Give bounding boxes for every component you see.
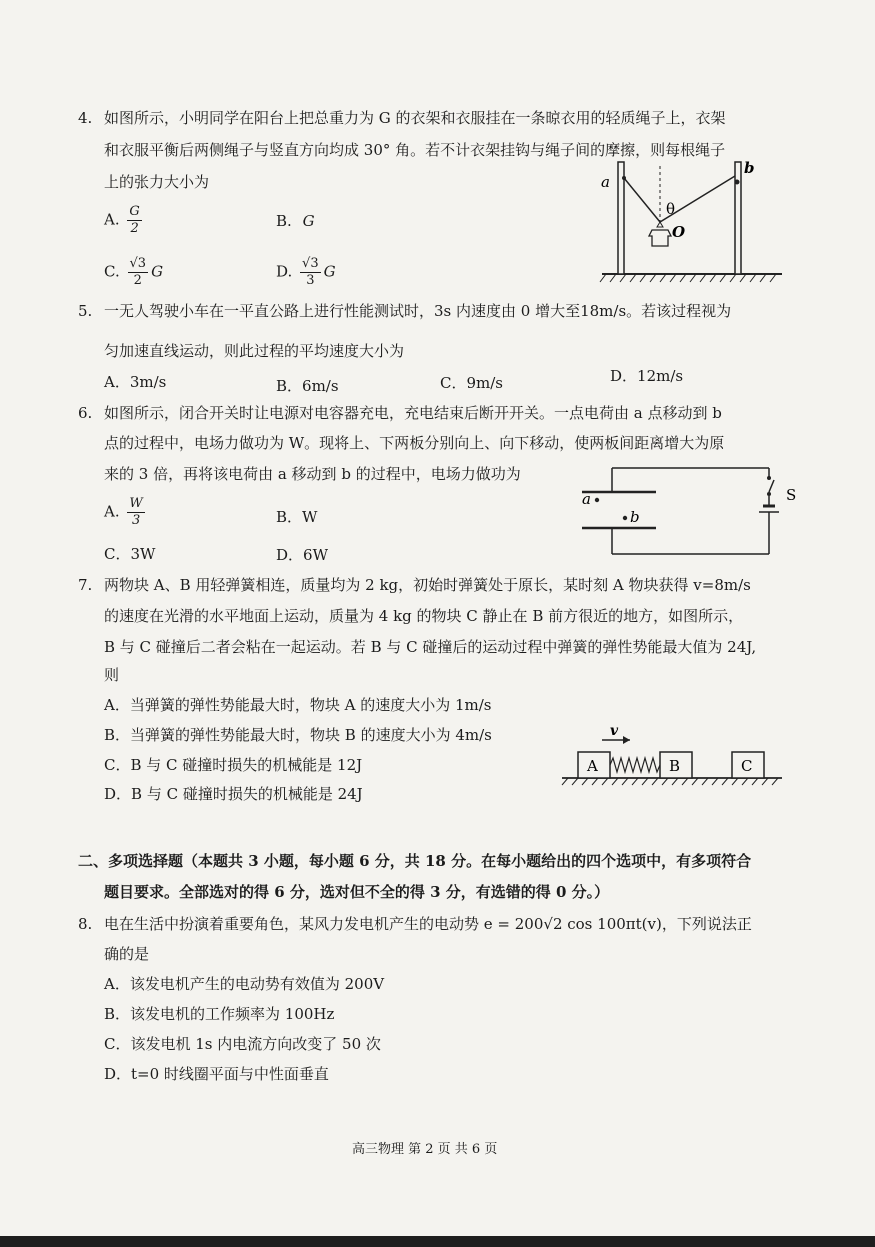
label-b: b — [744, 159, 755, 177]
q6-option-b: B．W — [276, 508, 318, 526]
q4-c-numerator: √3 — [129, 256, 147, 271]
q6-stem-line1: 如图所示，闭合开关时让电源对电容器充电，充电结束后断开开关。一点电荷由 a 点移动到 b — [104, 404, 722, 422]
point-a-label: a — [582, 490, 591, 508]
q8-option-d: D．t=0 时线圈平面与中性面垂直 — [104, 1065, 329, 1083]
right-pole — [735, 162, 741, 274]
q5-option-b: B．6m/s — [276, 377, 339, 395]
scan-edge — [0, 1236, 875, 1247]
q4-stem-line1: 如图所示，小明同学在阳台上把总重力为 G 的衣架和衣服挂在一条晾衣用的轻质绳子上，衣架 — [104, 109, 726, 127]
q4-c-denominator: 2 — [133, 273, 142, 288]
q6-a-denominator: 3 — [131, 513, 141, 528]
q6-option-a: A. $\frac{W}{3}$ — [104, 496, 143, 528]
section2-heading-line1: 二、多项选择题（本题共 3 小题，每小题 6 分，共 18 分。在每小题给出的四个选项中，有多项符合 — [78, 852, 752, 870]
q6-a-numerator: W — [129, 496, 143, 511]
q8-option-b: B．该发电机的工作频率为 100Hz — [104, 1005, 335, 1023]
clothes-icon — [649, 230, 671, 246]
block-b-label: B — [669, 757, 681, 775]
section2-heading-line2: 题目要求。全部选对的得 6 分，选对但不全的得 3 分，有选错的得 0 分。） — [104, 883, 610, 901]
q4-d-denominator: 3 — [306, 273, 315, 288]
q5-option-d: D．12m/s — [610, 367, 684, 385]
q4-option-b: B. G — [276, 212, 315, 230]
q4-a-numerator: G — [129, 204, 140, 219]
q4-d-numerator: √3 — [302, 256, 319, 271]
q8-stem-line2: 确的是 — [104, 945, 150, 963]
q7-stem-line3: B 与 C 碰撞后二者会粘在一起运动。若 B 与 C 碰撞后的运动过程中弹簧的弹性势能最大值为 24J, — [104, 638, 757, 656]
q7-option-d: D．B 与 C 碰撞时损失的机械能是 24J — [104, 785, 363, 803]
switch-label: S — [786, 486, 797, 504]
q5-stem-line2: 匀加速直线运动，则此过程的平均速度大小为 — [104, 342, 405, 360]
q7-option-b: B．当弹簧的弹性势能最大时，物块 B 的速度大小为 4m/s — [104, 726, 492, 744]
velocity-label: v — [610, 723, 619, 739]
q6-capacitor-figure — [572, 460, 804, 564]
q7-stem-line1: 两物块 A、B 用轻弹簧相连，质量均为 2 kg，初始时弹簧处于原长，某时刻 A 物块获得 v=8m/s — [104, 576, 751, 594]
label-a: a — [601, 173, 610, 191]
label-o: O — [672, 223, 686, 241]
q6-option-d: D．6W — [276, 546, 328, 564]
q7-number: 7. — [78, 576, 93, 594]
q4-clothesline-figure — [596, 156, 786, 284]
q5-option-a: A．3m/s — [104, 373, 167, 391]
q7-stem-line2: 的速度在光滑的水平地面上运动，质量为 4 kg 的物块 C 静止在 B 前方很近的地方，如图所示， — [104, 607, 744, 625]
spring — [610, 758, 660, 772]
q6-number: 6. — [78, 404, 93, 422]
q6-option-c: C．3W — [104, 545, 156, 563]
q8-stem-line1: 电在生活中扮演着重要角色，某风力发电机产生的电动势 e = 200√2 cos 100πt(v)，下列说法正 — [104, 915, 752, 933]
q4-number: 4. — [78, 109, 93, 127]
rope — [624, 176, 735, 222]
q4-option-c: C. $\frac{√3}{2}$ G — [104, 256, 164, 288]
q4-option-a: A. $\frac{G}{2}$ — [104, 204, 140, 236]
label-theta: θ — [666, 200, 676, 218]
q4-stem-line3: 上的张力大小为 — [104, 173, 210, 191]
q4-option-d: D. $\frac{√3}{3}$ G — [276, 256, 336, 288]
q7-blocks-figure — [560, 722, 790, 788]
page-footer: 高三物理 第 2 页 共 6 页 — [352, 1142, 498, 1157]
q4-a-denominator: 2 — [130, 221, 139, 236]
q7-stem-line4: 则 — [104, 666, 120, 684]
switch-lever — [769, 480, 774, 492]
q4-stem-line2: 和衣服平衡后两侧绳子与竖直方向均成 30° 角。若不计衣架挂钩与绳子间的摩擦，则每根绳子 — [104, 141, 726, 159]
point-b-label: b — [630, 508, 640, 526]
block-a-label: A — [587, 757, 598, 775]
q7-option-c: C．B 与 C 碰撞时损失的机械能是 12J — [104, 756, 363, 774]
q8-option-a: A．该发电机产生的电动势有效值为 200V — [104, 975, 385, 993]
q5-number: 5. — [78, 302, 93, 320]
q6-stem-line3: 来的 3 倍，再将该电荷由 a 移动到 b 的过程中，电场力做功为 — [104, 465, 521, 483]
q5-stem-line1: 一无人驾驶小车在一平直公路上进行性能测试时，3s 内速度由 0 增大至18m/s。若该过程视为 — [104, 302, 732, 320]
q5-option-c: C．9m/s — [440, 374, 503, 392]
q8-number: 8. — [78, 915, 93, 933]
q7-option-a: A．当弹簧的弹性势能最大时，物块 A 的速度大小为 1m/s — [104, 696, 492, 714]
block-c-label: C — [741, 757, 753, 775]
q6-stem-line2: 点的过程中，电场力做功为 W。现将上、下两板分别向上、向下移动，使两板间距离增大为原 — [104, 434, 725, 452]
q8-option-c: C．该发电机 1s 内电流方向改变了 50 次 — [104, 1035, 381, 1053]
